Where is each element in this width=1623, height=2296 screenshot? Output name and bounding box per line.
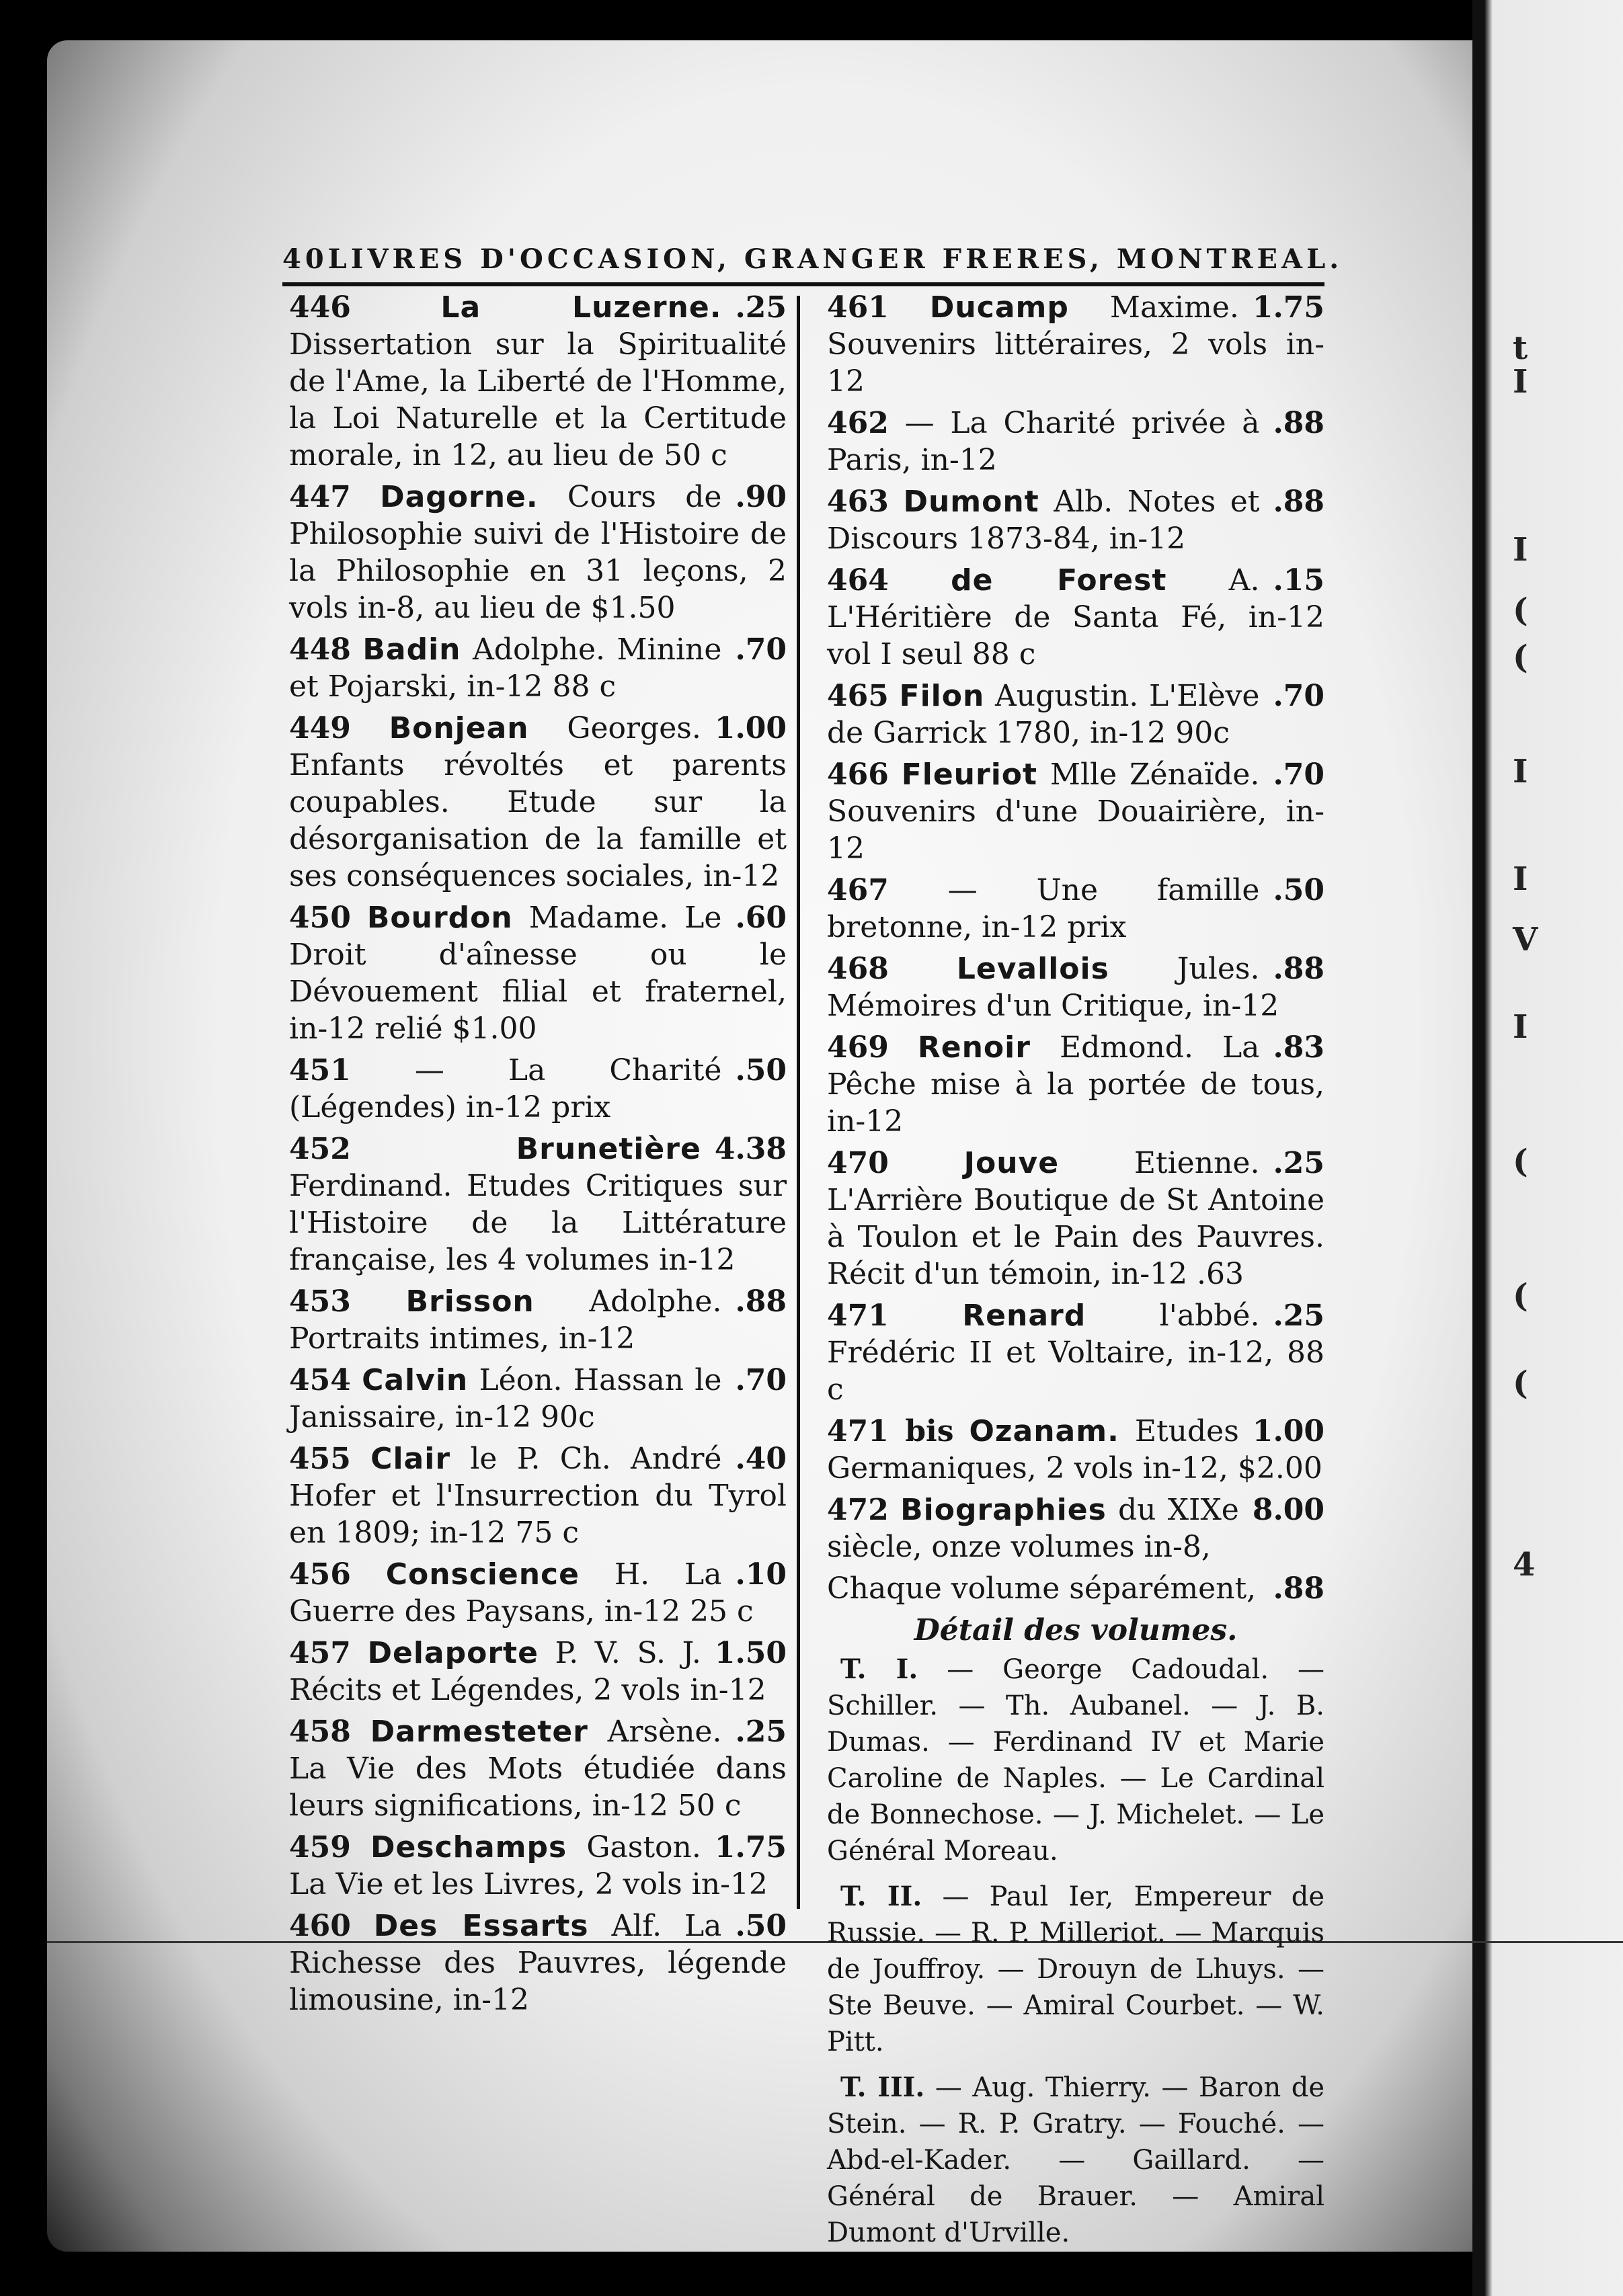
entry-description: Jules. Mémoires d'un Critique, in-12 <box>827 952 1279 1023</box>
volume-detail <box>827 1879 1324 2060</box>
entry-number: 448 <box>289 632 351 667</box>
entry-author: Brisson <box>405 1284 535 1319</box>
entry-description: A. L'Héritière de Santa Fé, in-12 vol I seul 88 c <box>827 563 1324 671</box>
entry-description: P. V. S. J. Récits et Légendes, 2 vols in-12 <box>289 1636 766 1707</box>
entry-number: 471 <box>827 1299 889 1333</box>
entry-author: Badin <box>362 632 461 667</box>
catalog-entry <box>289 479 787 626</box>
entry-author: Conscience <box>385 1557 580 1592</box>
entry-description: H. La Guerre des Paysans, in-12 25 c <box>289 1557 754 1629</box>
entry-number: 461 <box>827 290 889 325</box>
entry-price: .25 <box>1273 1146 1324 1180</box>
edge-fragment: ( <box>1513 1277 1528 1315</box>
catalog-entry <box>827 562 1324 673</box>
entry-author: Dagorne. <box>380 480 539 514</box>
entry-price: 1.75 <box>1252 290 1324 325</box>
entry-number: 456 <box>289 1557 351 1592</box>
catalog-entry <box>289 710 787 895</box>
entry-author: Renoir <box>917 1030 1031 1065</box>
entry-price: .90 <box>735 480 787 514</box>
entry-price: .70 <box>1273 757 1324 792</box>
entry-author: de Forest <box>951 563 1167 598</box>
entry-price: .88 <box>1273 485 1324 519</box>
volume-contents: — George Cadoudal. — Schiller. — Th. Aubanel. — J. B. Dumas. — Ferdinand IV et Marie Caroline de Naples. — Le Cardinal de Bonnechose. — J. Michelet. — Le Général Moreau. <box>827 1654 1324 1867</box>
edge-fragment: ( <box>1513 1143 1528 1180</box>
entry-description: Dissertation sur la Spiritualité de l'Ame, la Liberté de l'Homme, la Loi Naturelle et la Certitude morale, in 12, au lieu de 50 c <box>289 327 787 473</box>
edge-fragment: 4 <box>1513 1546 1536 1584</box>
entry-number: 449 <box>289 711 351 745</box>
entry-author: Brunetière <box>516 1132 701 1166</box>
running-head-title: LIVRES D'OCCASION, GRANGER FRERES, MONTREAL. <box>327 243 1343 275</box>
entry-description: Adolphe. Minine et Pojarski, in-12 88 c <box>289 632 722 704</box>
entry-number: 463 <box>827 485 889 519</box>
entry-author: Darmesteter <box>370 1715 588 1749</box>
edge-fragment: I <box>1513 860 1528 898</box>
entry-number: 467 <box>827 873 889 907</box>
catalog-entry <box>827 1413 1324 1487</box>
entry-description: Augustin. L'Elève de Garrick 1780, in-12 90c <box>827 679 1260 750</box>
entry-price: .25 <box>735 1715 787 1749</box>
entry-price: .25 <box>735 290 787 325</box>
entry-number: 469 <box>827 1030 889 1065</box>
page-number: 40 <box>282 243 328 275</box>
entry-number: 452 <box>289 1132 351 1166</box>
entry-price: .88 <box>735 1284 787 1319</box>
volumes-title: Détail des volumes. <box>914 1613 1238 1647</box>
catalog-entry <box>827 1297 1324 1408</box>
entry-description: du XIXe siècle, onze volumes in-8, <box>827 1493 1239 1564</box>
entry-price: .70 <box>1273 679 1324 713</box>
entry-number: 464 <box>827 563 889 598</box>
entry-number: 451 <box>289 1053 351 1088</box>
entry-author: Clair <box>370 1442 451 1476</box>
catalog-entry <box>827 289 1324 400</box>
entry-number: 455 <box>289 1442 351 1476</box>
entry-author: Des Essarts <box>373 1909 589 1943</box>
entry-description: Etienne. L'Arrière Boutique de St Antoine à Toulon et le Pain des Pauvres. Récit d'un témoin, in-12 .63 <box>827 1146 1324 1291</box>
volume-number: T. III. <box>840 2072 925 2103</box>
entry-number: 472 <box>827 1493 889 1527</box>
entry-price: .25 <box>1273 1299 1324 1333</box>
catalog-entry <box>289 1908 787 2018</box>
entry-description: Maxime. Souvenirs littéraires, 2 vols in-12 <box>827 290 1324 399</box>
volume-number: T. I. <box>840 1653 918 1685</box>
entry-price: .70 <box>735 632 787 667</box>
catalog-entry <box>827 1491 1324 1565</box>
edge-fragment: I <box>1513 531 1528 569</box>
entry-price: .88 <box>1273 952 1324 986</box>
right-column <box>827 289 1324 2260</box>
entry-author: Calvin <box>362 1363 469 1397</box>
entry-number: 458 <box>289 1715 351 1749</box>
entry-number: 459 <box>289 1830 351 1864</box>
entry-number: 446 <box>289 290 351 325</box>
entry-author: Dumont <box>903 485 1039 519</box>
entry-author: Filon <box>899 679 985 713</box>
adjacent-page-edge <box>1472 0 1623 2296</box>
catalog-entry <box>289 1131 787 1278</box>
catalog-entry <box>827 1145 1324 1293</box>
edge-fragment: I <box>1513 753 1528 790</box>
entry-description: Ferdinand. Etudes Critiques sur l'Histoire de la Littérature française, les 4 volumes in-12 <box>289 1169 787 1277</box>
entry-description: Gaston. La Vie et les Livres, 2 vols in-12 <box>289 1830 768 1901</box>
entry-number: 471 bis <box>827 1414 954 1448</box>
entry-price: .70 <box>735 1363 787 1397</box>
page-scan <box>47 40 1587 2252</box>
entry-price: 1.50 <box>714 1636 787 1670</box>
entry-price: .60 <box>735 901 787 935</box>
entry-description: Léon. Hassan le Janissaire, in-12 90c <box>289 1363 722 1434</box>
entry-price: 1.75 <box>714 1830 787 1864</box>
entry-number: 465 <box>827 679 889 713</box>
entry-description: Cours de Philosophie suivi de l'Histoire de la Philosophie en 31 leçons, 2 vols in-8, au lieu de $1.50 <box>289 480 787 625</box>
entry-price: .40 <box>735 1442 787 1476</box>
volume-contents: — Aug. Thierry. — Baron de Stein. — R. P. Gratry. — Fouché. — Abd-el-Kader. — Gaillard. — Général de Brauer. — Amiral Dumont d'Urville. <box>827 2072 1324 2248</box>
edge-fragment: ( <box>1513 591 1528 629</box>
catalog-entry <box>289 1052 787 1126</box>
entry-number: 454 <box>289 1363 351 1397</box>
entry-description: Chaque volume séparément, <box>827 1571 1257 1606</box>
entry-number: 466 <box>827 757 889 792</box>
volume-contents: — Paul Ier, Empereur de Russie. — R. P. Milleriot. — Marquis de Jouffroy. — Drouyn de Lhuys. — Ste Beuve. — Amiral Courbet. — W. Pitt. <box>827 1881 1324 2057</box>
entry-price: .50 <box>735 1909 787 1943</box>
catalog-entry <box>827 483 1324 557</box>
entry-description: Etudes Germaniques, 2 vols in-12, $2.00 <box>827 1414 1322 1485</box>
left-column <box>289 289 787 2023</box>
volume-number: T. II. <box>840 1881 922 1912</box>
entry-author: Ducamp <box>929 290 1069 325</box>
catalog-entry <box>289 1362 787 1436</box>
edge-fragment: I <box>1513 363 1528 401</box>
entry-author: Fleuriot <box>901 757 1038 792</box>
entry-number: 462 <box>827 406 889 440</box>
edge-fragment: I <box>1513 1008 1528 1046</box>
catalog-entry <box>289 1829 787 1903</box>
entry-description: Arsène. La Vie des Mots étudiée dans leurs significations, in-12 50 c <box>289 1715 787 1823</box>
entry-description: Madame. Le Droit d'aînesse ou le Dévouement filial et fraternel, in-12 relié $1.00 <box>289 901 787 1046</box>
entry-price: 1.00 <box>714 711 787 745</box>
entry-author: Renard <box>962 1299 1086 1333</box>
entry-description: Alf. La Richesse des Pauvres, légende limousine, in-12 <box>289 1909 787 2017</box>
entry-price: .50 <box>1273 873 1324 907</box>
volume-detail <box>827 1651 1324 1869</box>
catalog-entry <box>827 1029 1324 1140</box>
entry-author: Deschamps <box>370 1830 567 1864</box>
entry-price: .10 <box>735 1557 787 1592</box>
entry-description: le P. Ch. André Hofer et l'Insurrection du Tyrol en 1809; in-12 75 c <box>289 1442 787 1550</box>
entry-number: 453 <box>289 1284 351 1319</box>
catalog-entry <box>827 950 1324 1024</box>
entry-number: 470 <box>827 1146 889 1180</box>
volume-detail <box>827 2069 1324 2251</box>
entry-author: Biographies <box>900 1493 1107 1527</box>
entry-description: — Une famille bretonne, in-12 prix <box>827 873 1260 944</box>
entry-description: Georges. Enfants révoltés et parents coupables. Etude sur la désorganisation de la famille et ses conséquences sociales, in-12 <box>289 711 787 893</box>
entry-number: 450 <box>289 901 351 935</box>
catalog-entry <box>827 405 1324 479</box>
column-divider <box>797 296 800 1909</box>
entry-price: .50 <box>735 1053 787 1088</box>
edge-fragment: ( <box>1513 1364 1528 1402</box>
entry-number: 457 <box>289 1636 351 1670</box>
edge-fragment: t <box>1513 329 1528 367</box>
catalog-entry <box>289 1283 787 1357</box>
catalog-entry <box>289 1440 787 1551</box>
catalog-entry <box>289 289 787 474</box>
entry-author: Levallois <box>956 952 1109 986</box>
entry-description: Edmond. La Pêche mise à la portée de tous, in-12 <box>827 1030 1324 1139</box>
entry-author: Delaporte <box>367 1636 539 1670</box>
entry-price: .88 <box>1273 406 1324 440</box>
catalog-entry <box>827 1570 1324 1607</box>
catalog-entry <box>827 872 1324 946</box>
edge-fragment: ( <box>1513 639 1528 676</box>
entry-price: .88 <box>1273 1571 1324 1606</box>
catalog-entry <box>289 1556 787 1630</box>
entry-description: Adolphe. Portraits intimes, in-12 <box>289 1284 722 1356</box>
entry-description: l'abbé. Frédéric II et Voltaire, in-12, 88 c <box>827 1299 1324 1407</box>
entry-number: 468 <box>827 952 889 986</box>
entry-description: — La Charité (Légendes) in-12 prix <box>289 1053 722 1124</box>
edge-fragment: V <box>1513 921 1538 958</box>
catalog-entry <box>289 899 787 1047</box>
entry-number: 460 <box>289 1909 351 1943</box>
catalog-entry <box>289 1635 787 1709</box>
entry-description: Mlle Zénaïde. Souvenirs d'une Douairière, in-12 <box>827 757 1324 866</box>
entry-price: 8.00 <box>1252 1493 1324 1527</box>
running-head <box>282 239 1343 279</box>
entry-description: — La Charité privée à Paris, in-12 <box>827 406 1260 477</box>
entry-price: .83 <box>1273 1030 1324 1065</box>
entry-price: 1.00 <box>1252 1414 1324 1448</box>
entry-author: Bonjean <box>389 711 529 745</box>
header-rule <box>282 282 1324 286</box>
catalog-entry <box>289 1713 787 1824</box>
entry-description: Alb. Notes et Discours 1873-84, in-12 <box>827 485 1260 556</box>
catalog-entry <box>827 678 1324 751</box>
catalog-entry <box>827 756 1324 867</box>
entry-author: Bourdon <box>366 901 513 935</box>
catalog-entry <box>289 631 787 705</box>
entry-price: .15 <box>1273 563 1324 598</box>
entry-number: 447 <box>289 480 351 514</box>
entry-author: Jouve <box>963 1146 1060 1180</box>
entry-author: La Luzerne. <box>440 290 722 325</box>
entry-author: Ozanam. <box>969 1414 1119 1448</box>
entry-price: 4.38 <box>714 1132 787 1166</box>
